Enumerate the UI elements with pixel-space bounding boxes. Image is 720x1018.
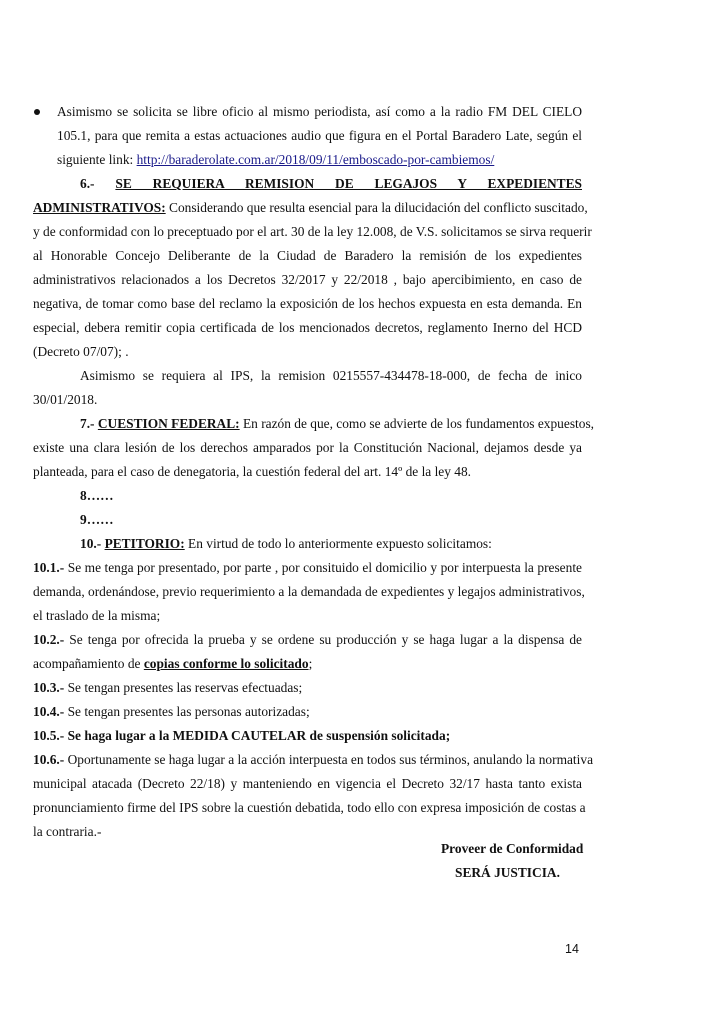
section-6-heading (80, 175, 582, 193)
section-6-line: especial, debera remitir copia certificada de los mencionados decretos, reglamento Inerno del HCD (33, 320, 582, 335)
section-title: CUESTION FEDERAL: (97, 416, 240, 431)
section-6-line: y de conformidad con lo preceptuado por el art. 30 de la ley 12.008, de V.S. solicitamos se sirva requerir (33, 224, 592, 239)
petition-item-2-line (33, 655, 312, 673)
section-6-line: negativa, de tomar como base del reclamo la exposición de los hechos expuesta en esta demanda. En (33, 296, 582, 311)
section-title: SE REQUIERA REMISION DE LEGAJOS Y EXPEDIENTES (115, 176, 582, 191)
item-number: 10.4.- (33, 704, 65, 719)
item-text: Se tengan presentes las reservas efectuadas; (64, 680, 303, 695)
link-label: siguiente link: (57, 152, 137, 167)
item-number: 10.6.- (33, 752, 65, 767)
bullet-paragraph-line: Asimismo se solicita se libre oficio al mismo periodista, así como a la radio FM DEL CIELO (57, 104, 582, 119)
item-text: Se tenga por ofrecida la prueba y se ordene su producción y se haga lugar a la dispensa de (64, 632, 582, 647)
item-text: Se tengan presentes las personas autorizadas; (64, 704, 310, 719)
item-text: Oportunamente se haga lugar a la acción interpuesta en todos sus términos, anulando la normativa (64, 752, 594, 767)
item-text: ; (308, 656, 313, 671)
section-6-line: (Decreto 07/07); . (33, 344, 129, 359)
item-text: Se haga lugar a la MEDIDA CAUTELAR de suspensión solicitada; (64, 728, 451, 743)
section-number: 7.- (80, 416, 95, 431)
item-number: 10.3.- (33, 680, 65, 695)
paragraph-text: En virtud de todo lo anteriormente expuesto solicitamos: (184, 536, 492, 551)
section-title: ADMINISTRATIVOS: (33, 200, 166, 215)
section-number: 10.- (80, 536, 102, 551)
item-text: acompañamiento de (33, 656, 144, 671)
paragraph-text: En razón de que, como se advierte de los fundamentos expuestos, (239, 416, 594, 431)
closing-justice: SERÁ JUSTICIA. (455, 865, 560, 880)
section-7-line: existe una clara lesión de los derechos amparados por la Constitución Nacional, dejamos desde ya (33, 440, 582, 455)
section-6-line: al Honorable Concejo Deliberante de la Ciudad de Baradero la remisión de los expedientes (33, 248, 582, 263)
section-7-heading (80, 415, 594, 433)
section-number: 6.- (80, 176, 95, 191)
petition-item-6 (33, 751, 594, 769)
petition-item-5 (33, 727, 450, 745)
petition-item-6-line: la contraria.- (33, 824, 102, 839)
petition-item-1-line: demanda, ordenándose, previo requerimiento a la demandada de expedientes y legajos administrativos, (33, 584, 585, 599)
item-text: Se me tenga por presentado, por parte , por consituido el domicilio y por interpuesta la presente (64, 560, 582, 575)
item-number: 10.5.- (33, 728, 65, 743)
section-8-heading: 8…… (80, 488, 114, 503)
bullet-paragraph-line (57, 151, 494, 169)
section-7-line: planteada, para el caso de denegatoria, la cuestión federal del art. 14º de la ley 48. (33, 464, 472, 479)
section-6-line (33, 199, 588, 217)
closing-request: Proveer de Conformidad (441, 841, 584, 856)
petition-item-2 (33, 631, 582, 649)
ips-request-line: Asimismo se requiera al IPS, la remision 0215557-434478-18-000, de fecha de inico (80, 368, 582, 383)
ips-request-line: 30/01/2018. (33, 392, 98, 407)
bullet-icon (34, 109, 40, 115)
item-number: 10.1.- (33, 560, 65, 575)
article-link[interactable]: http://baraderolate.com.ar/2018/09/11/emboscado-por-cambiemos/ (136, 152, 495, 167)
section-title: PETITORIO: (104, 536, 185, 551)
petition-item-1-line: el traslado de la misma; (33, 608, 161, 623)
petition-item-4 (33, 703, 310, 721)
petition-item-1 (33, 559, 582, 577)
petition-item-3 (33, 679, 302, 697)
petition-item-6-line: pronunciamiento firme del IPS sobre la cuestión debatida, todo ello con expresa imposición de costas a (33, 800, 586, 815)
item-emphasis: copias conforme lo solicitado (143, 656, 309, 671)
petition-item-6-line: municipal atacada (Decreto 22/18) y manteniendo en vigencia el Decreto 32/17 hasta tanto exista (33, 776, 582, 791)
item-number: 10.2.- (33, 632, 65, 647)
paragraph-text: Considerando que resulta esencial para la dilucidación del conflicto suscitado, (165, 200, 588, 215)
section-9-heading: 9…… (80, 512, 114, 527)
section-6-line: administrativos relacionados a los Decretos 32/2017 y 22/2018 , bajo apercibimiento, en caso de (33, 272, 582, 287)
page-number: 14 (565, 942, 579, 956)
bullet-paragraph-line: 105.1, para que remita a estas actuaciones audio que figura en el Portal Baradero Late, según el (57, 128, 582, 143)
section-10-heading (80, 535, 492, 553)
